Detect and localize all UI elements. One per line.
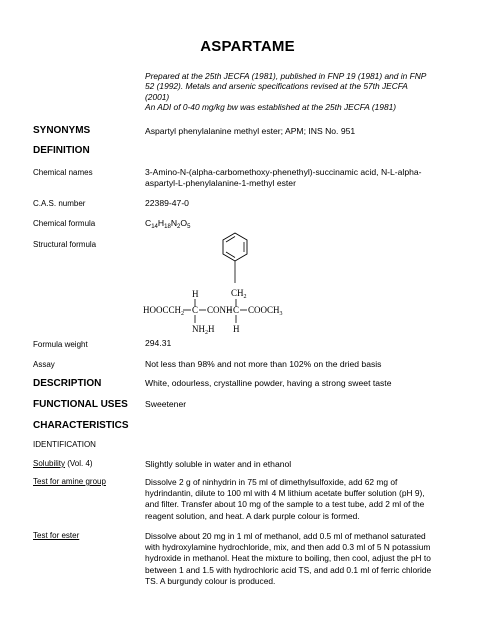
intro-line: 52 (1992). Metals and arsenic specifications revised at the 57th JECFA (145, 81, 408, 92)
identification-label: IDENTIFICATION (33, 440, 96, 449)
cas-label: C.A.S. number (33, 199, 86, 208)
formula-weight-label: Formula weight (33, 340, 88, 349)
assay-value: Not less than 98% and not more than 102% on the dried basis (145, 359, 382, 369)
solubility-label: Solubility (Vol. 4) (33, 459, 93, 468)
ester-test-text (145, 531, 475, 587)
functional-uses-value: Sweetener (145, 399, 187, 409)
chemical-formula-label: Chemical formula (33, 219, 96, 228)
amine-test-line: and filter. Transfer about 10 mg of the sample to a test tube, add 2 ml of the (145, 499, 425, 510)
assay-label: Assay (33, 360, 55, 369)
synonyms-heading: SYNONYMS (33, 125, 91, 136)
chemical-formula-value: $C_{14}H_{18}N_2O_5$ (145, 218, 191, 230)
description-value: White, odourless, crystalline powder, having a strong sweet taste (145, 378, 392, 388)
intro-line: (2001) (145, 91, 170, 102)
synonyms-value: Aspartyl phenylalanine methyl ester; APM; INS No. 951 (145, 126, 356, 136)
structural-formula-label: Structural formula (33, 240, 97, 249)
ester-test-line: TS. A burgundy colour is produced. (145, 575, 276, 586)
atom-h: H (233, 324, 240, 334)
functional-uses-heading: FUNCTIONAL USES (33, 399, 128, 410)
benzene-ring (223, 233, 247, 261)
solubility-value: Slightly soluble in water and in ethanol (145, 459, 292, 469)
atom-c: C (233, 305, 240, 315)
atom-c: C (192, 305, 199, 315)
amine-test-line: reagent solution, and heat. A dark purple colour is formed. (145, 510, 360, 521)
ester-test-line: with hydroxylamine hydrochloride, mix, and then add 0.3 ml of 5 N potassium (145, 542, 431, 553)
intro-line: An ADI of 0-40 mg/kg bw was established at the 25th JECFA (1981) (145, 102, 397, 113)
ester-test-line: between 1 and 1.5 with hydrochloric acid TS, and add 0.1 ml of ferric chloride (145, 564, 432, 575)
chemical-names-value (145, 167, 422, 190)
chemical-name-line: 3-Amino-N-(alpha-carbomethoxy-phenethyl)-succinamic acid, N-L-alpha- (145, 167, 422, 177)
chemical-name-line: aspartyl-L-phenylalanine-1-methyl ester (145, 178, 296, 189)
amine-test-label: Test for amine group (33, 477, 106, 486)
atom-h: H (192, 289, 199, 299)
ester-test-line: hydroxide in methanol. Heat the mixture to boiling, then cool, adjust the pH to (145, 553, 431, 564)
group-conh: CONH (207, 305, 233, 315)
formula-weight-value: 294.31 (145, 338, 172, 348)
group-cooch3: $COOCH_3$ (248, 305, 283, 317)
ester-test-line: Dissolve about 20 mg in 1 ml of methanol, add 0.5 ml of methanol saturated (145, 531, 426, 541)
cas-value: 22389-47-0 (145, 198, 189, 208)
amine-test-line: hydrindantin, dilute to 100 ml with 4 M lithium acetate buffer solution (pH 9), (145, 488, 425, 499)
group-nh2h: $NH_2H$ (192, 324, 215, 336)
intro-note (145, 71, 460, 113)
group-hoocch2: $HOOCCH_2$ (143, 305, 185, 317)
group-ch2: $CH_2$ (231, 288, 247, 300)
amine-test-line: Dissolve 2 g of ninhydrin in 75 ml of dimethylsulfoxide, add 62 mg of (145, 477, 398, 487)
amine-test-text (145, 477, 475, 522)
page-title: ASPARTAME (200, 38, 295, 55)
intro-line: Prepared at the 25th JECFA (1981), published in FNP 19 (1981) and in FNP (145, 71, 427, 81)
description-heading: DESCRIPTION (33, 378, 102, 389)
definition-heading: DEFINITION (33, 145, 90, 156)
structural-formula-diagram (140, 225, 340, 340)
ester-test-label: Test for ester (33, 531, 80, 540)
chemical-names-label: Chemical names (33, 168, 93, 177)
characteristics-heading: CHARACTERISTICS (33, 420, 129, 431)
